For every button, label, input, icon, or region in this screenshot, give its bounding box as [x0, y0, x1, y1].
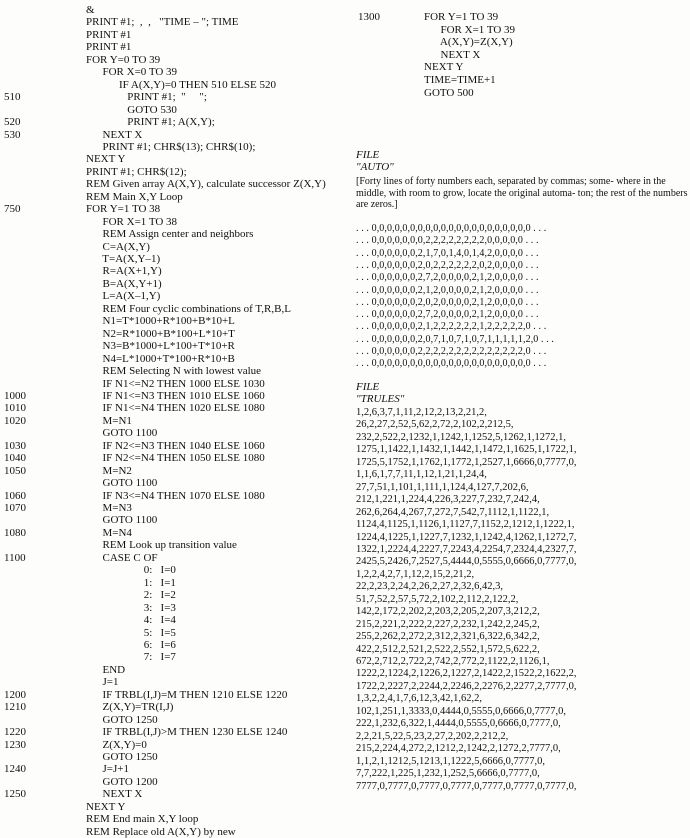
code-line: M=N2 — [86, 464, 132, 477]
trules-row: 1,3,2,2,4,1,7,6,12,3,42,1,62,2, — [356, 693, 482, 705]
code-line: FOR X=1 TO 39 — [424, 23, 516, 36]
line-number: 1250 — [4, 788, 26, 801]
trules-row: 7,7,222,1,225,1,232,1,252,5,6666,0,7777,0, — [356, 768, 540, 780]
code-line: IF N3<=N4 THEN 1070 ELSE 1080 — [86, 489, 265, 502]
auto-grid-row: . . . 0,0,0,0,0,0,2,7,2,0,0,0,0,2,1,2,0,0,0,0 . . . — [356, 309, 539, 321]
trules-row: 22,2,23,2,24,2,26,2,27,2,32,6,42,3, — [356, 581, 503, 593]
trules-row: 232,2,522,2,1232,1,1242,1,1252,5,1262,1,1272,1, — [356, 431, 566, 443]
line-number: 530 — [4, 128, 21, 141]
trules-row: 212,1,221,1,224,4,226,3,227,7,232,7,242,4, — [356, 494, 540, 506]
code-line: 5: I=5 — [86, 626, 176, 639]
code-line: 2: I=2 — [86, 589, 176, 602]
code-line: GOTO 1100 — [86, 477, 158, 490]
auto-grid-row: . . . 0,0,0,0,0,0,2,1,2,2,2,2,2,2,1,2,2,2,2,2,0 . . . — [356, 321, 547, 333]
code-line: B=A(X,Y+1) — [86, 277, 162, 290]
code-line: M=N4 — [86, 526, 132, 539]
code-line: FOR X=1 TO 38 — [86, 215, 178, 228]
code-line: PRINT #1; " "; — [86, 91, 207, 104]
code-line: 6: I=6 — [86, 638, 176, 651]
code-line: A(X,Y)=Z(X,Y) — [424, 36, 513, 49]
code-line: REM Given array A(X,Y), calculate successor Z(X,Y) — [86, 178, 326, 191]
code-line: FOR Y=1 TO 38 — [86, 203, 161, 216]
code-line: IF A(X,Y)=0 THEN 510 ELSE 520 — [86, 78, 276, 91]
code-line: REM Assign center and neighbors — [86, 228, 254, 241]
trules-row: 2425,5,2426,7,2527,5,4444,0,5555,0,6666,0,7777,0, — [356, 556, 577, 568]
code-line: REM Replace old A(X,Y) by new — [86, 825, 236, 838]
code-line: REM End main X,Y loop — [86, 813, 199, 826]
line-number: 1010 — [4, 402, 26, 415]
code-line: FOR Y=0 TO 39 — [86, 53, 161, 66]
code-line: 1: I=1 — [86, 576, 176, 589]
code-line: NEXT X — [86, 788, 143, 801]
code-line: IF TRBL(I,J)=M THEN 1210 ELSE 1220 — [86, 688, 288, 701]
auto-grid-row: . . . 0,0,0,0,0,0,2,0,2,0,0,0,0,2,1,2,0,0,0,0 . . . — [356, 296, 539, 308]
code-line: GOTO 530 — [86, 103, 177, 116]
line-number: 1020 — [4, 414, 26, 427]
trules-row: 27,7,51,1,101,1,111,1,124,4,127,7,202,6, — [356, 481, 529, 493]
line-number: 520 — [4, 116, 21, 129]
line-number: 750 — [4, 203, 21, 216]
code-line: NEXT Y — [424, 61, 464, 74]
code-line: J=1 — [86, 676, 119, 689]
code-line: NEXT X — [424, 48, 481, 61]
line-number: 1100 — [4, 551, 26, 564]
trules-row: 1,1,6,1,7,7,11,1,12,1,21,1,24,4, — [356, 469, 487, 481]
code-line: 7: I=7 — [86, 651, 176, 664]
code-line: IF TRBL(I,J)>M THEN 1230 ELSE 1240 — [86, 726, 288, 739]
auto-grid-row: . . . 0,0,0,0,0,0,2,1,7,0,1,4,0,1,4,2,0,0,0,0 . . . — [356, 247, 539, 259]
trules-row: 672,2,712,2,722,2,742,2,772,2,1122,2,1126,1, — [356, 656, 550, 667]
trules-row: 215,2,221,2,222,2,227,2,232,1,242,2,245,2, — [356, 618, 540, 630]
trules-row: 262,6,264,4,267,7,272,7,542,7,1112,1,1122,1, — [356, 506, 550, 518]
trules-row: 1,2,6,3,7,1,11,2,12,2,13,2,21,2, — [356, 407, 487, 418]
code-line: Z(X,Y)=TR(I,J) — [86, 701, 174, 714]
trules-row: 255,2,262,2,272,2,312,2,321,6,322,6,342,2, — [356, 631, 540, 643]
trules-row: 1124,4,1125,1,1126,1,1127,7,1152,2,1212,1,1222,1, — [356, 519, 575, 531]
line-number: 1060 — [4, 489, 26, 502]
code-line: IF N2<=N3 THEN 1040 ELSE 1060 — [86, 439, 265, 452]
code-line: & — [86, 4, 95, 16]
trules-row: 1275,1,1422,1,1432,1,1442,1,1472,1,1625,1,1722,1, — [356, 444, 577, 456]
line-number: 1080 — [4, 526, 26, 539]
auto-grid-row: . . . 0,0,0,0,0,0,2,0,7,1,0,7,1,0,7,1,1,1,1,1,2,0 . . . — [356, 333, 554, 345]
auto-grid-row: . . . 0,0,0,0,0,0,0,0,0,0,0,0,0,0,0,0,0,0,0,0,0 . . . — [356, 358, 547, 370]
trules-row: 1,1,2,1,1212,5,1213,1,1222,5,6666,0,7777,0, — [356, 755, 545, 767]
trules-row: 51,7,52,2,57,5,72,2,102,2,112,2,122,2, — [356, 593, 519, 605]
code-line: M=N3 — [86, 502, 132, 514]
trules-row: 102,1,251,1,3333,0,4444,0,5555,0,6666,0,7777,0, — [356, 705, 566, 717]
code-line: FOR Y=1 TO 39 — [424, 11, 499, 23]
code-line: Z(X,Y)=0 — [86, 738, 147, 751]
code-line: N4=L*1000+T*100+R*10+B — [86, 352, 235, 365]
line-number: 1220 — [4, 726, 26, 739]
line-number: 1050 — [4, 464, 26, 477]
code-line: 0: I=0 — [86, 564, 176, 577]
code-line: GOTO 1100 — [86, 514, 158, 527]
code-line: T=A(X,Y–1) — [86, 253, 161, 265]
trules-row: 2,2,21,5,22,5,23,2,27,2,202,2,212,2, — [356, 730, 509, 742]
code-line: TIME=TIME+1 — [424, 74, 496, 86]
code-line: IF N1<=N4 THEN 1020 ELSE 1080 — [86, 402, 265, 415]
code-line: NEXT X — [86, 128, 143, 141]
code-line: GOTO 1100 — [86, 427, 158, 440]
auto-grid-row: . . . 0,0,0,0,0,0,2,0,2,2,2,2,2,2,0,2,0,0,0,0 . . . — [356, 259, 539, 271]
code-line: END — [86, 663, 126, 676]
code-line: GOTO 1250 — [86, 713, 158, 726]
code-line: FOR X=0 TO 39 — [86, 66, 178, 79]
code-line: PRINT #1 — [86, 41, 132, 54]
code-line: L=A(X–1,Y) — [86, 290, 161, 303]
file-auto-header: FILE "AUTO" — [356, 149, 394, 173]
line-number: 1040 — [4, 452, 26, 465]
auto-grid-row: . . . 0,0,0,0,0,0,2,7,2,0,0,0,0,2,1,2,0,0,0,0 . . . — [356, 272, 539, 284]
code-line: C=A(X,Y) — [86, 240, 150, 253]
trules-row: 26,2,27,2,52,5,62,2,72,2,102,2,212,5, — [356, 419, 514, 431]
file-auto-description: [Forty lines of forty numbers each, separated by commas; some- where in the middle, with room to grow, locate the original automa- ton; the rest of the numbers are zeros.] — [356, 176, 688, 210]
code-line: NEXT Y — [86, 153, 126, 166]
trules-row: 1224,4,1225,1,1227,7,1232,1,1242,4,1262,1,1272,7, — [356, 531, 577, 543]
auto-grid-row: . . . 0,0,0,0,0,0,0,2,2,2,2,2,2,2,2,0,0,0,0,0 . . . — [356, 235, 539, 247]
code-line: IF N1<=N2 THEN 1000 ELSE 1030 — [86, 377, 265, 390]
code-line: PRINT #1; A(X,Y); — [86, 116, 215, 129]
code-line: N1=T*1000+R*100+B*10+L — [86, 315, 235, 328]
line-number: 1070 — [4, 502, 26, 514]
trules-row: 1722,2,2227,2,2244,2,2246,2,2276,2,2277,2,7777,0, — [356, 680, 577, 692]
file-trules-header: FILE "TRULES" — [356, 381, 405, 405]
code-line: GOTO 1200 — [86, 775, 158, 788]
trules-row: 1725,5,1752,1,1762,1,1772,1,2527,1,6666,0,7777,0, — [356, 456, 577, 468]
line-number: 1200 — [4, 688, 26, 701]
code-line: REM Main X,Y Loop — [86, 190, 183, 203]
code-line: REM Selecting N with lowest value — [86, 365, 262, 378]
code-line: PRINT #1 — [86, 28, 132, 41]
code-line: N3=B*1000+L*100+T*10+R — [86, 340, 235, 353]
trules-row: 1,2,2,4,2,7,1,12,2,15,2,21,2, — [356, 568, 475, 580]
line-number: 1210 — [4, 701, 26, 714]
trules-row: 215,2,224,4,272,2,1212,2,1242,2,1272,2,7777,0, — [356, 743, 561, 755]
code-line: PRINT #1; , , "TIME – "; TIME — [86, 16, 239, 29]
line-number: 1230 — [4, 738, 26, 751]
code-line: GOTO 1250 — [86, 751, 158, 763]
code-line: R=A(X+1,Y) — [86, 265, 162, 278]
auto-grid-row: . . . 0,0,0,0,0,0,2,1,2,0,0,0,0,2,1,2,0,0,0,0 . . . — [356, 284, 539, 296]
trules-row: 142,2,172,2,202,2,203,2,205,2,207,3,212,2, — [356, 606, 540, 618]
trules-row: 422,2,512,2,521,2,522,2,552,1,572,5,622,2, — [356, 643, 540, 655]
auto-grid-row: . . . 0,0,0,0,0,0,0,0,0,0,0,0,0,0,0,0,0,0,0,0,0 . . . — [356, 223, 547, 234]
code-line: CASE C OF — [86, 551, 158, 564]
trules-row: 7777,0,7777,0,7777,0,7777,0,7777,0,7777,0,7777,0, — [356, 780, 577, 792]
code-line: N2=R*1000+B*100+L*10+T — [86, 327, 235, 340]
code-line: IF N1<=N3 THEN 1010 ELSE 1060 — [86, 389, 265, 402]
line-number: 1240 — [4, 763, 26, 776]
trules-row: 222,1,232,6,322,1,4444,0,5555,0,6666,0,7777,0, — [356, 718, 561, 730]
code-line: M=N1 — [86, 414, 132, 427]
trules-row: 1322,1,2224,4,2227,7,2243,4,2254,7,2324,4,2327,7, — [356, 543, 577, 555]
code-line: REM Look up transition value — [86, 539, 237, 552]
code-line: IF N2<=N4 THEN 1050 ELSE 1080 — [86, 452, 265, 465]
line-number: 1030 — [4, 439, 26, 452]
line-number: 1300 — [358, 11, 380, 23]
code-line: PRINT #1; CHR$(13); CHR$(10); — [86, 140, 256, 153]
code-line: NEXT Y — [86, 800, 126, 813]
code-line: 4: I=4 — [86, 614, 176, 627]
code-line: GOTO 500 — [424, 86, 474, 99]
code-line: 3: I=3 — [86, 601, 176, 614]
trules-row: 1222,2,1224,2,1226,2,1227,2,1422,2,1522,2,1622,2, — [356, 668, 577, 680]
code-line: J=J+1 — [86, 763, 129, 776]
line-number: 510 — [4, 91, 21, 104]
code-line: PRINT #1; CHR$(12); — [86, 165, 187, 178]
code-line: REM Four cyclic combinations of T,R,B,L — [86, 302, 291, 315]
line-number: 1000 — [4, 389, 26, 402]
auto-grid-row: . . . 0,0,0,0,0,0,2,2,2,2,2,2,2,2,2,2,2,2,2,2,0 . . . — [356, 346, 547, 357]
